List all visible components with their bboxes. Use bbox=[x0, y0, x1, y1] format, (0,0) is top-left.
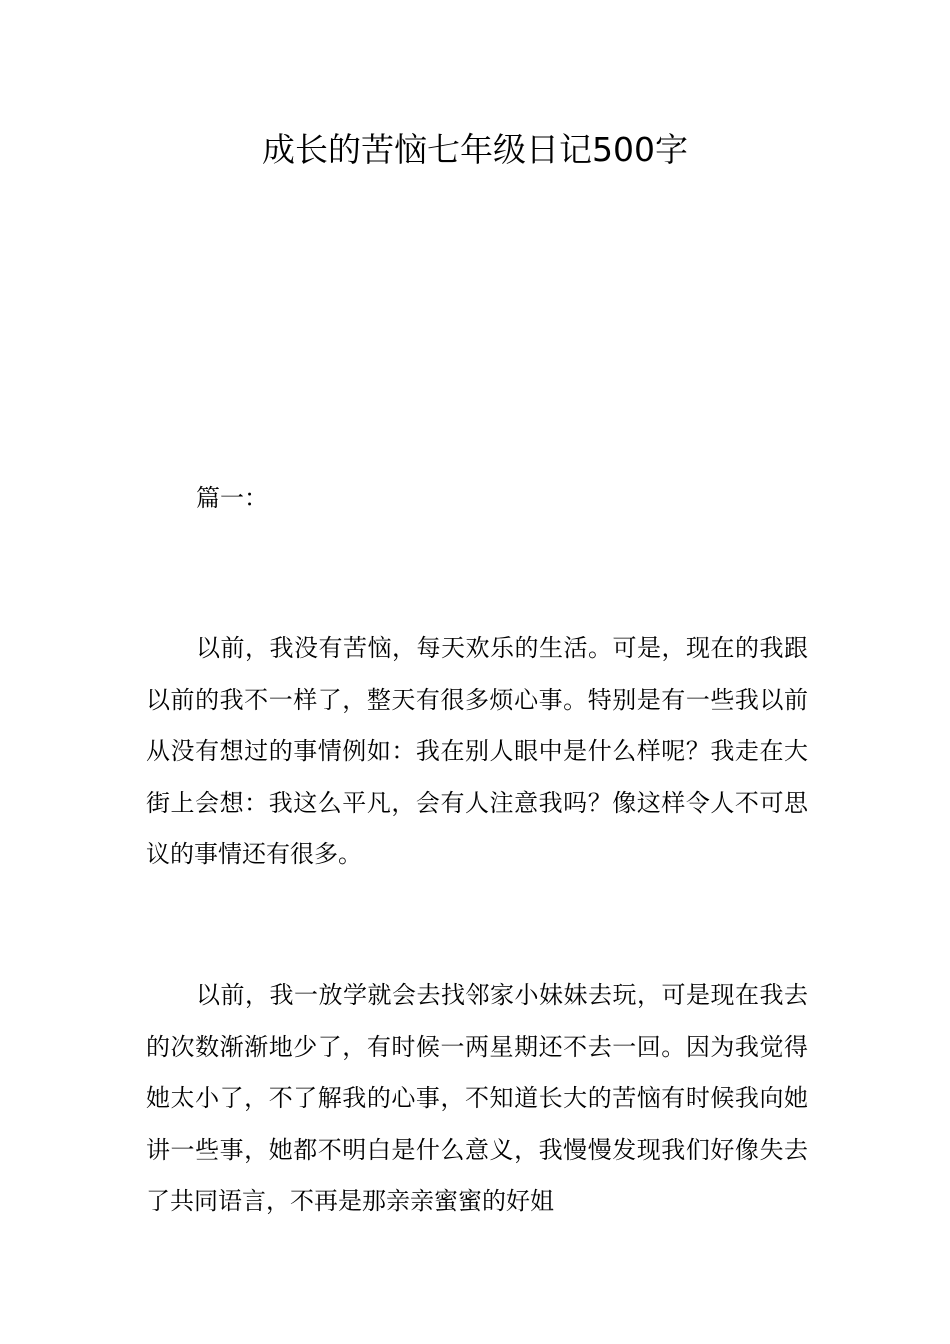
document-title: 成长的苦恼七年级日记500字 bbox=[262, 130, 688, 169]
section-heading: 篇一： bbox=[196, 484, 268, 512]
paragraph-1: 以前，我没有苦恼，每天欢乐的生活。可是，现在的我跟以前的我不一样了，整天有很多烦心事。特别是有一些我以前从没有想过的事情例如：我在别人眼中是什么样呢？我走在大街上会想：我这么平凡，会有人注意我吗？像这样令人不可思议的事情还有很多。 bbox=[146, 634, 808, 868]
paragraph-2: 以前，我一放学就会去找邻家小妹妹去玩，可是现在我去的次数渐渐地少了，有时候一两星期还不去一回。因为我觉得她太小了，不了解我的心事，不知道长大的苦恼有时候我向她讲一些事，她都不明白是什么意义，我慢慢发现我们好像失去了共同语言，不再是那亲亲蜜蜜的好姐 bbox=[146, 981, 808, 1215]
